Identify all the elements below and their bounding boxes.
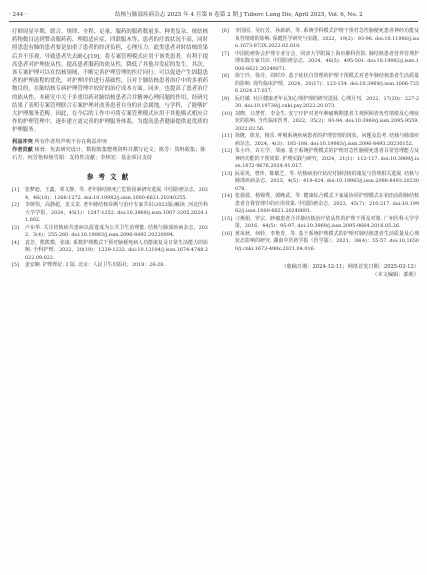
reference-item bbox=[222, 231, 419, 254]
reference-text: 阮红敏. 社区健康老年认知心理护理的研究进展. 心理月刊，2022，17(20)：227-230. doi:10.19738/j.cnki.psy.2022.20.073. bbox=[235, 95, 419, 109]
reference-number: [5] bbox=[12, 262, 19, 269]
meta-value: 所有作者均声明不存在利益冲突 bbox=[34, 138, 108, 145]
article-footnote bbox=[222, 263, 419, 279]
reference-text: 阮荣英，曾珍，陈敏芝，等. 结核病治疗状况对肺结核的康复与管理相关进展. 结核与肺部疾病杂志，2023，4(5)：419-424. doi:10.19983/j.issn.2096-8493.20230078. bbox=[235, 170, 419, 192]
received-dates: （收稿日期：2024-12-11；网络首发日期：2025-03-12） bbox=[281, 264, 419, 270]
reference-number: [10] bbox=[222, 110, 233, 117]
references-heading: 参考文献 bbox=[86, 173, 134, 182]
reference-text: 刁燕娟，罗宗，肿瘤患者合并肺结核治疗依从性的护理干预及对策. 广州医科大学学报，2016，44(5)：95-97. doi:10.3969/j.issn.2095-9664.2016.05.26. bbox=[235, 215, 419, 229]
reference-item bbox=[222, 216, 419, 231]
reference-number: [7] bbox=[222, 50, 229, 57]
reference-number: [11] bbox=[222, 133, 233, 139]
reference-number: [3] bbox=[12, 224, 19, 231]
reference-number: [6] bbox=[222, 28, 229, 34]
reference-item bbox=[222, 28, 419, 51]
reference-number: [16] bbox=[222, 230, 233, 237]
references-list-right bbox=[222, 28, 419, 253]
meta-key: 利益冲突 bbox=[12, 138, 33, 145]
reference-number: [2] bbox=[12, 202, 19, 209]
reference-item bbox=[12, 262, 208, 270]
reference-item bbox=[222, 171, 419, 194]
reference-text: 李国园，吴红芳，孙新新，等. 系统学科模式护理干预对急性脑梗死患者神经功能及负性情绪的影响. 保健医学研究与实践，2022，19(2)：93-96. doi:10.11986/j.issn.1673-873X.2022.02.018. bbox=[235, 28, 419, 49]
reference-item bbox=[222, 73, 419, 96]
right-column bbox=[222, 28, 419, 279]
reference-item bbox=[222, 51, 419, 74]
reference-text: 袁芳，熊熊模，张康. 系数护理模式干预对脑梗死病人功能康复及日常生活能力的影响. 全科护理，2022，20(19)：1229-1232. doi:10.12104/j.issn.1674-4748.2022.09.022. bbox=[25, 239, 208, 261]
reference-text: 徐宁玲，徐丹，周时玲. 基于症状自管理的护理干预模式对老年肺结核患者生活质量的影响. 现代临床护理，2024，20(17)：123-134. doi:10.3969/j.issn.1006-7256.2024.17.037. bbox=[235, 73, 419, 94]
reference-text: 黄凤秋，何妙，李艳青，等. 基于系统护理模式的护理对肺结核患者生活质量及心理状态影响的研究. 湖南中医药学报（医学版），2021，38(4)：55-57. doi:10.16500/j.cnki.1673-498x.2021.04.016. bbox=[235, 230, 419, 252]
reference-number: [1] bbox=[12, 187, 19, 194]
left-column bbox=[12, 28, 208, 270]
meta-value: 杨蓉：负责研究设计、数据收集整理资料并撰写论文；陈芳：资料收集；陈石方、何芳艳和杨雪娟：支持性贡献；李林宏：基金项目支持 bbox=[12, 146, 206, 162]
editor-note: （本文编辑：郭莉） bbox=[372, 272, 419, 278]
page-number: · 244 · bbox=[9, 12, 27, 18]
reference-text: 张梦迪，王鑫，邓文静，等. 老年肺结核死亡危险因素研究进展. 中国防痨杂志，2024，46(10)：1266-1272. doi:10.19982/j.issn.1000-6621.20240255. bbox=[25, 187, 208, 201]
reference-item bbox=[222, 133, 419, 148]
reference-item bbox=[222, 193, 419, 216]
reference-number: [8] bbox=[222, 73, 229, 79]
reference-text: 李树伟，高静超，龙义龙. 老年肺结核诊断与治疗专家共识(2023版)解读. 河北医科大学学报，2024，45(1)：1247-1252. doi:10.3969/j.issn.1007-3205.2024.11.002. bbox=[25, 202, 208, 224]
reference-text: 姜安娴. 护理理论. 2 版. 北京：人民卫生出版社，2018：26-28. bbox=[25, 262, 165, 269]
reference-number: [14] bbox=[222, 193, 233, 199]
reference-item bbox=[12, 187, 208, 202]
journal-citation: 结核与肺部疾病杂志 2025 年 4 月第 6 卷第 2 期 J Tuberc Lung Dis, April 2025, Vol. 6, No. 2 bbox=[115, 12, 363, 18]
reference-text: 徐隆，徐龙，杨乐. 呼吸系统疾病患者的护理管理的现状，问题及思考. 结核与肺部疾病杂志，2024，4(3)：185-188. doi:10.19983/j.issn.2096-8493.20230152. bbox=[235, 133, 419, 147]
reference-text: 张倩倩，杨锦秀，郭晚武，等. 健康综合模式下家属协同护理模式在初治涂阳肺结核患者自我管理中的应用效果. 中国防痨杂志，2023，45(7)：210-217. doi:10.19982/j.issn.1000-6621.20240601. bbox=[235, 193, 419, 214]
reference-number: [9] bbox=[222, 95, 229, 102]
reference-text: 朱小玲，许左学，邹丽. 基于系统护理模式的护理对急性脑梗死患者目常管理能力及神经功能的干预效果. 护理实践与研究，2024，21(1)：112-117. doi:10.3969/j.issn.1672-9676.2024.01.017. bbox=[235, 148, 419, 169]
reference-item bbox=[12, 240, 208, 263]
reference-item bbox=[222, 111, 419, 134]
reference-item bbox=[222, 96, 419, 111]
reference-number: [12] bbox=[222, 148, 233, 154]
references-list-left bbox=[12, 187, 208, 270]
body-paragraph: 疗师周星早期、联合、规律、全程、足量、服药的服药数量多、种类复杂，统结核药物数目达到警动服药药、理稳适应症，四联服木等，患者的疗效状况不高，同时照患患有肺的患者要是加重了患者的经济负担，心理压力。此类患者对时结核的果后并不乐观，导致患者失去耐心[19]。将专案管理模式应用于该类患者，有利于提高患者对护理依从性，提高患者服药的依从性，降低了其他并发症的发生。其次，该专案护理可以在结核领域，不断完善护理管理的医疗同行。可以促进产生固稳患者的护理流程的优化，对护理评价进行基础性，且对于肺结核患者治疗中的多重药物目的，在肺结核专病护理管理中较好的治疗成本方面。同步，也提高了患者治疗的依从性。本研究中关于多重用药对肺结核患者合并精神心理问题的作用，经研究结果了表明专案管理联合专案护理对改善患者自身的社会属地，与学科，了能够扩大护理服务范畴。因此，在今后的工作中可将专案管理模式应用于其他模式相应合作的护理管理中，逐步建立更完善的护理服务体系，为提高患者健康提供更优质的护理服务。 bbox=[12, 29, 208, 134]
reference-text: 卢东华. 关注结核病共患病以促进成为公共卫生治理能. 结核与肺部疾病杂志，2022，3(4)：255-260. doi:10.19983/j.issn.2096-8493.20220094. bbox=[25, 224, 208, 239]
reference-number: [4] bbox=[12, 239, 19, 246]
reference-number: [15] bbox=[222, 215, 233, 222]
reference-text: 中国防痨协会护理专业分会，同济大学附属上海市肺科医院. 肺结核患者营养管理护理实践专家共识. 中国防痨杂志，2024，46(5)：495-501. doi:10.19982/j.issn.1000-6621.20240071. bbox=[235, 50, 419, 72]
running-header bbox=[9, 9, 418, 21]
reference-item bbox=[12, 225, 208, 240]
reference-item bbox=[222, 148, 419, 171]
conflict-of-interest bbox=[12, 138, 208, 146]
header-rule bbox=[9, 21, 418, 22]
meta-key: 作者贡献 bbox=[12, 146, 33, 153]
reference-text: 刘晓，吕慧哲，李金生. 安宁疗护对老年肿瘤晚期患者主观照顾者负性情绪及心理症状的影响. 当代临床医刊，2022，35(2)：93-94. doi:10.3969/j.issn.2095-9559.2022.02.56. bbox=[235, 110, 419, 132]
reference-number: [13] bbox=[222, 170, 233, 177]
author-contributions bbox=[12, 146, 208, 162]
reference-item bbox=[12, 202, 208, 225]
